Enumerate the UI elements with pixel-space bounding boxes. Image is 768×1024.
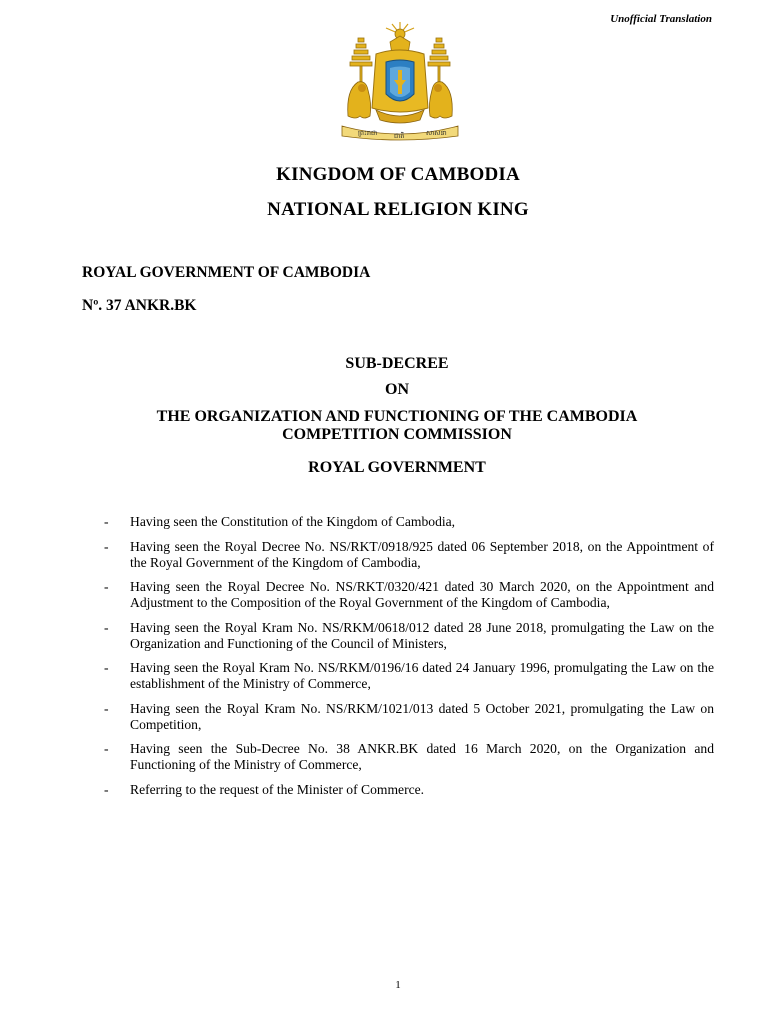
list-dash: - — [104, 514, 109, 529]
decree-authority: ROYAL GOVERNMENT — [308, 459, 486, 476]
translation-note: Unofficial Translation — [610, 13, 712, 25]
recital-text: Having seen the Sub-Decree No. 38 ANKR.BK dated 16 March 2020, on the Organization and Functioning of the Ministry of Commerce, — [130, 741, 714, 772]
list-item — [104, 660, 714, 692]
recital-text: Having seen the Royal Decree No. NS/RKT/0320/421 dated 30 March 2020, on the Appointment and Adjustment to the Composition of the Royal Government of the Kingdom of Cambodia, — [130, 579, 714, 610]
recital-text: Having seen the Royal Kram No. NS/RKM/0196/16 dated 24 January 1996, promulgating the Law on the establishment of the Ministry of Commerce, — [130, 660, 714, 691]
recital-text: Referring to the request of the Minister of Commerce. — [130, 781, 425, 797]
list-item — [104, 539, 714, 571]
decree-on: ON — [385, 381, 409, 398]
list-item — [104, 701, 714, 733]
list-item — [104, 514, 714, 530]
title-motto: NATIONAL RELIGION KING — [267, 199, 529, 220]
list-item — [104, 579, 714, 611]
decree-type: SUB-DECREE — [345, 355, 449, 372]
list-dash: - — [104, 741, 109, 756]
royal-coat-of-arms-emblem — [336, 20, 464, 142]
svg-text:ជាតិ: ជាតិ — [394, 132, 405, 140]
decree-subject: THE ORGANIZATION AND FUNCTIONING OF THE CAMBODIA COMPETITION COMMISSION — [156, 408, 638, 443]
recital-text: Having seen the Royal Decree No. NS/RKT/0918/925 dated 06 September 2018, on the Appointment of the Royal Government of the Kingdom of Cambodia, — [130, 538, 714, 570]
list-dash: - — [104, 660, 109, 675]
list-dash: - — [104, 700, 109, 716]
list-dash: - — [104, 619, 109, 635]
svg-text:សាសនា: សាសនា — [426, 129, 447, 137]
recital-text: Having seen the Royal Kram No. NS/RKM/0618/012 dated 28 June 2018, promulgating the Law on the Organization and Functioning of the Council of Ministers, — [130, 619, 714, 651]
recital-text: Having seen the Constitution of the Kingdom of Cambodia, — [130, 514, 456, 529]
list-dash: - — [104, 538, 109, 554]
page-number: 1 — [395, 979, 401, 991]
list-dash: - — [104, 781, 109, 797]
decree-number: Nº. 37 ANKR.BK — [82, 297, 197, 314]
recitals-list — [104, 514, 714, 806]
recital-text: Having seen the Royal Kram No. NS/RKM/1021/013 dated 5 October 2021, promulgating the Law on Competition, — [130, 700, 714, 732]
list-dash: - — [104, 579, 109, 594]
title-kingdom: KINGDOM OF CAMBODIA — [276, 164, 520, 185]
list-item — [104, 741, 714, 773]
issuer-name: ROYAL GOVERNMENT OF CAMBODIA — [82, 264, 371, 281]
list-item — [104, 782, 714, 798]
list-item — [104, 620, 714, 652]
svg-text:ព្រះរាជា: ព្រះរាជា — [358, 129, 378, 137]
